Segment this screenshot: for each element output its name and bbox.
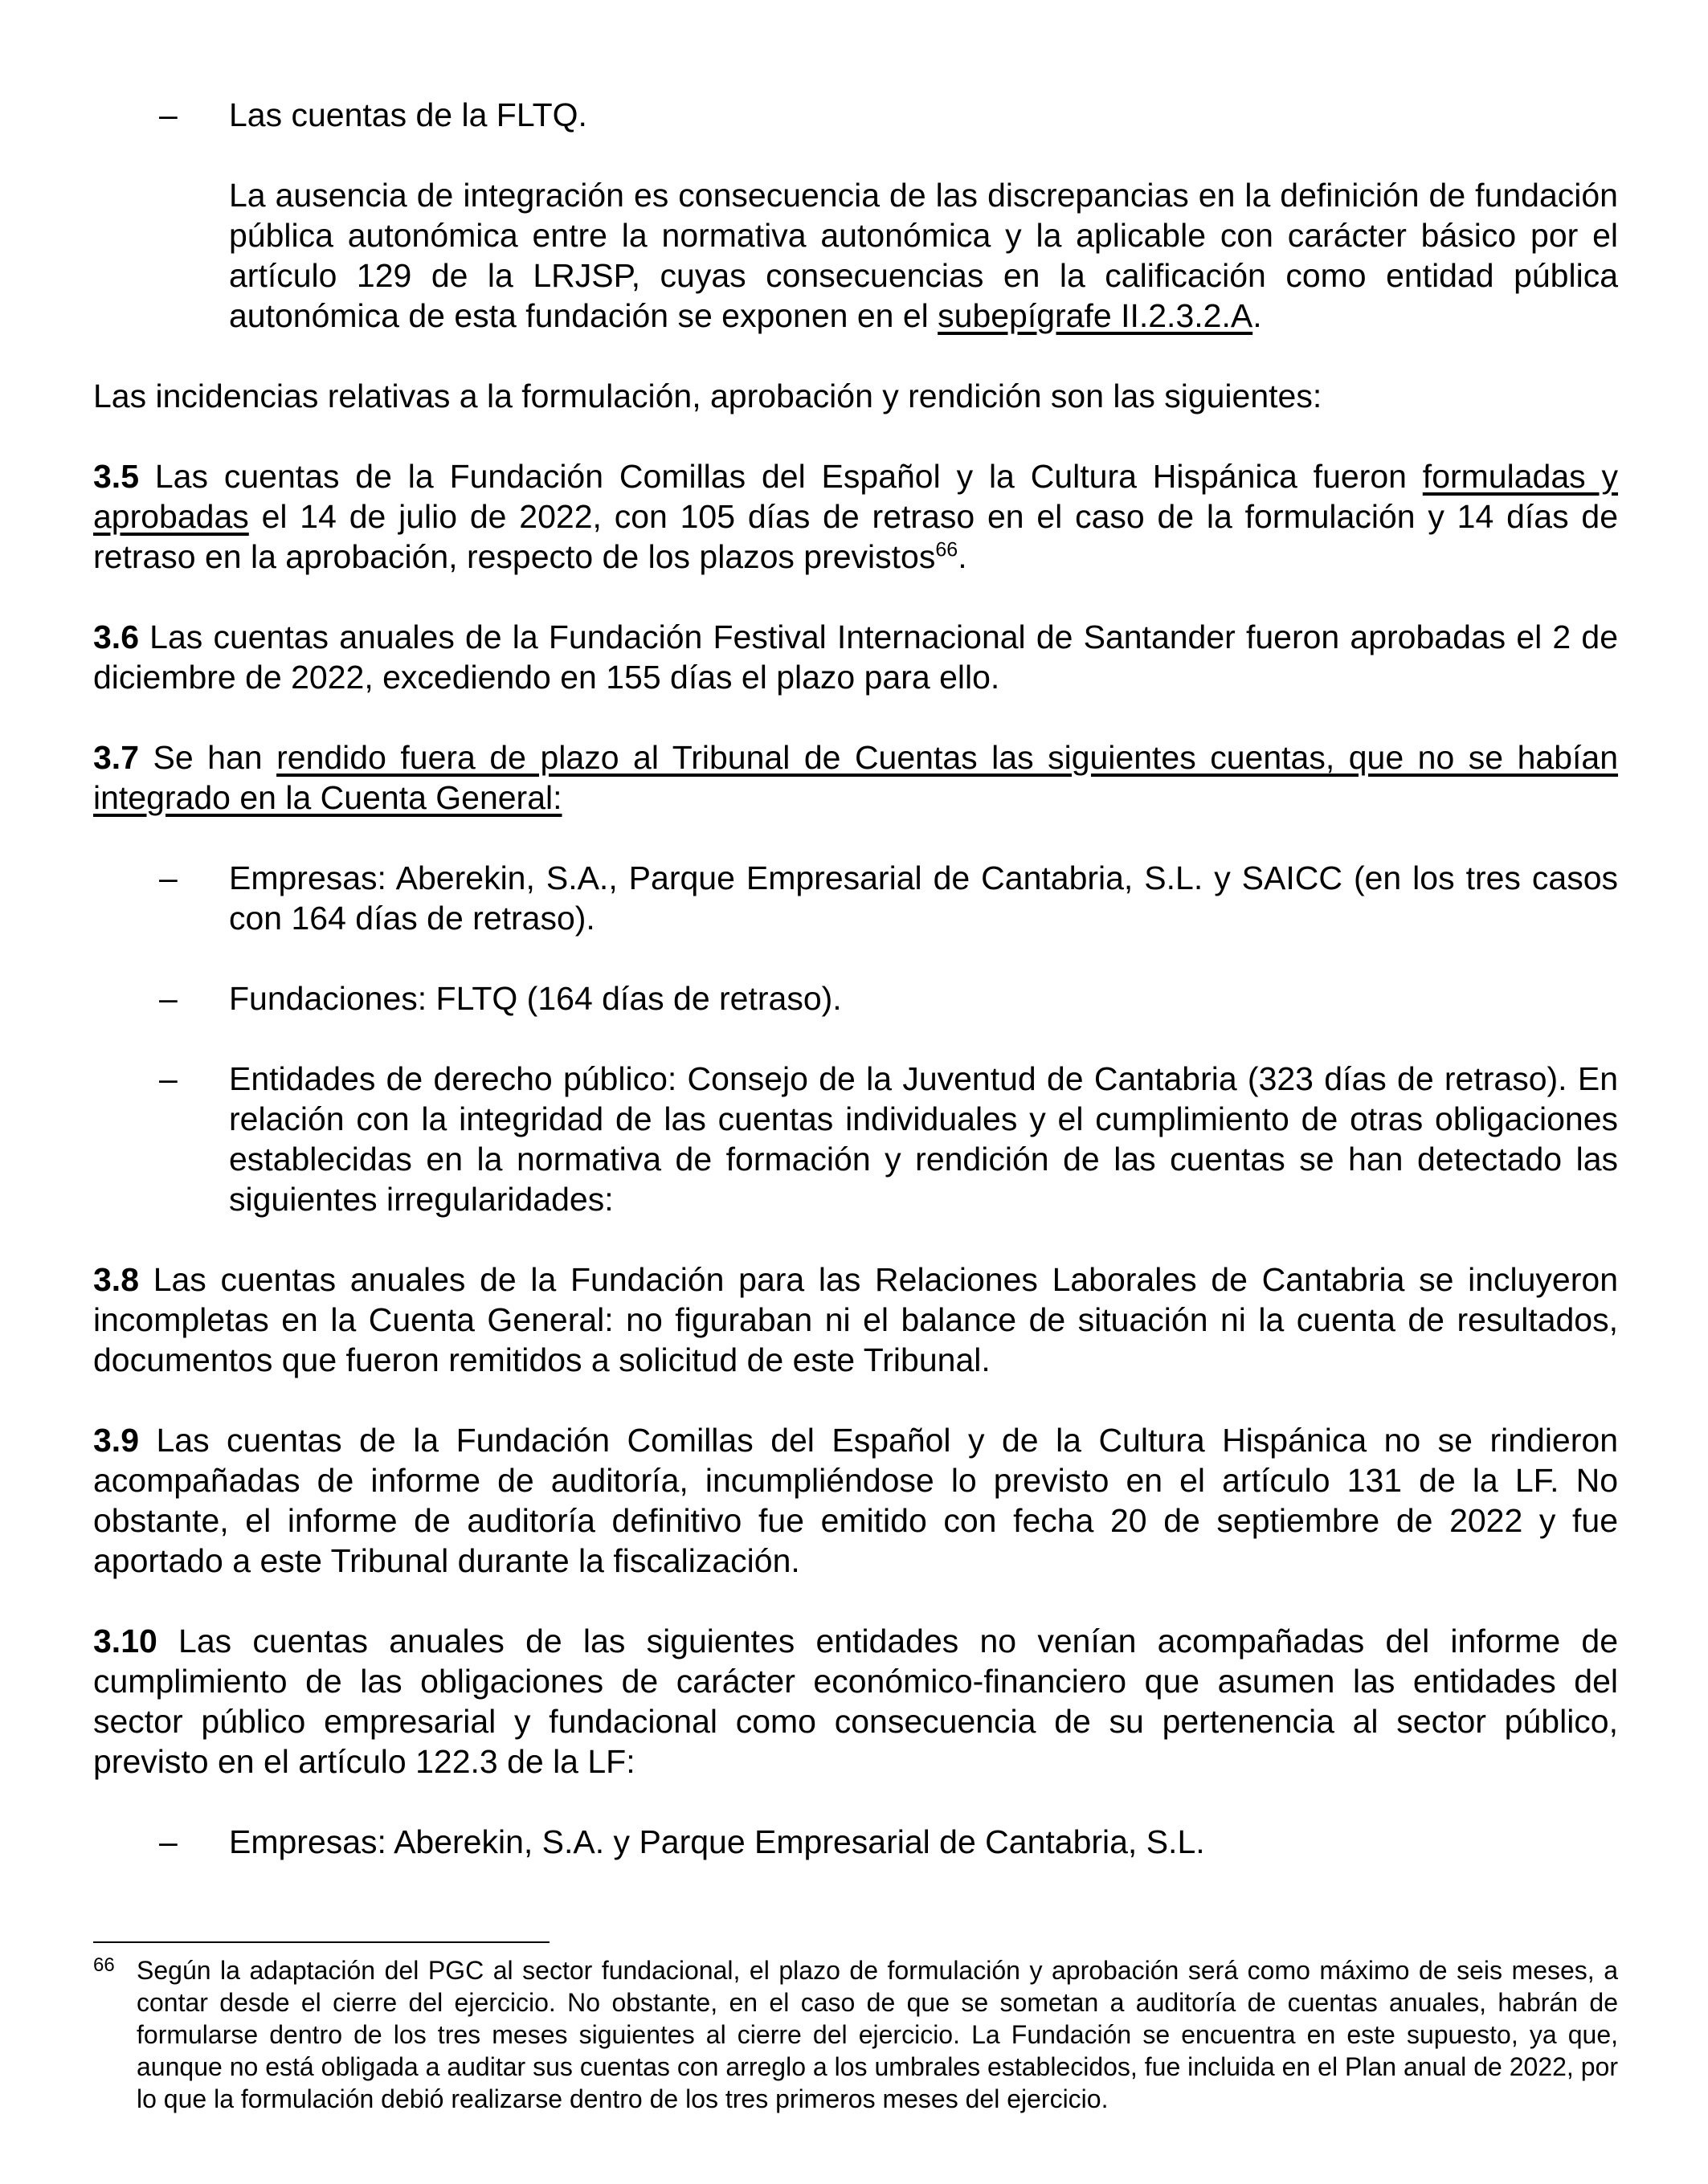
list-item-fundaciones: [93, 978, 1618, 1019]
paragraph-number: 3.7: [93, 739, 139, 776]
paragraph-3-9: [93, 1420, 1618, 1581]
paragraph-text: Se han: [139, 739, 277, 776]
paragraph-end: .: [1252, 297, 1262, 334]
paragraph-number: 3.5: [93, 458, 139, 495]
paragraph-3-8: [93, 1259, 1618, 1380]
paragraph-text: Las cuentas anuales de las siguientes entidades no venían acompañadas del informe de cumplimiento de las obligaciones de carácter económico-financiero que asumen las entidades del sector público empresarial y fundacional como consecuencia de su pertenencia al sector público, previsto en el artículo 122.3 de la LF:: [93, 1623, 1618, 1780]
document-body: [93, 95, 1618, 1902]
dash-bullet: –: [159, 1060, 178, 1097]
dash-bullet: –: [159, 1823, 178, 1860]
paragraph-3-6: [93, 617, 1618, 697]
list-item-text: Empresas: Aberekin, S.A., Parque Empresarial de Cantabria, S.L. y SAICC (en los tres casos con 164 días de retraso).: [229, 859, 1618, 937]
footnote-number: 66: [93, 1954, 115, 1976]
list-item-text: Empresas: Aberekin, S.A. y Parque Empresarial de Cantabria, S.L.: [229, 1823, 1205, 1860]
dash-bullet: –: [159, 859, 178, 896]
underlined-text: rendido fuera de plazo al Tribunal de Cuentas las siguientes cuentas, que no se habían integrado en la Cuenta General:: [93, 739, 1618, 816]
list-item-text: Entidades de derecho público: Consejo de la Juventud de Cantabria (323 días de retraso).: [229, 1060, 1567, 1097]
paragraph-number: 3.10: [93, 1623, 157, 1659]
paragraph-3-10: [93, 1621, 1618, 1782]
list-item-empresas-2: [93, 1822, 1618, 1862]
footnote-66: [93, 1954, 1618, 2115]
integration-paragraph: [93, 175, 1618, 336]
incidencias-intro: Las incidencias relativas a la formulación, aprobación y rendición son las siguientes:: [93, 378, 1322, 414]
paragraph-text: Las cuentas anuales de la Fundación para las Relaciones Laborales de Cantabria se incluyeron incompletas en la Cuenta General: no figuraban ni el balance de situación ni la cuenta de resultados, documentos que fueron remitidos a solicitud de este Tribunal.: [93, 1261, 1618, 1378]
footnote-reference[interactable]: 66: [935, 538, 958, 561]
paragraph-number: 3.8: [93, 1261, 139, 1298]
list-item-text: Fundaciones: FLTQ (164 días de retraso).: [229, 980, 842, 1017]
list-item-text: Las cuentas de la FLTQ.: [229, 96, 587, 133]
paragraph-text: Las cuentas anuales de la Fundación Festival Internacional de Santander fueron aprobadas el 2 de diciembre de 2022, excediendo en 155 días el plazo para ello.: [93, 618, 1618, 696]
paragraph-text: el 14 de julio de 2022, con 105 días de retraso en el caso de la formulación y 14 días de retraso en la aprobación, respecto de los plazos previstos: [93, 498, 1618, 575]
paragraph-number: 3.6: [93, 618, 139, 655]
paragraph-text: La ausencia de integración es consecuencia de las discrepancias en la definición de fundación pública autonómica entre la normativa autonómica y la aplicable con carácter básico por el artículo 129 de la LRJSP, cuyas consecuencias en la calificación como entidad pública autonómica de esta fundación se exponen en el: [229, 177, 1618, 334]
underlined-text: formuladas y aprobadas: [93, 458, 1618, 535]
list-item-continuation: En relación con la integridad de las cuentas individuales y el cumplimiento de otras obligaciones establecidas en la normativa de formación y rendición de las cuentas se han detectado las siguientes irregularidades:: [229, 1060, 1618, 1218]
paragraph-end: .: [958, 538, 967, 575]
paragraph-3-5: [93, 456, 1618, 577]
paragraph-number: 3.9: [93, 1422, 139, 1459]
paragraph-text: Las cuentas de la Fundación Comillas del Español y de la Cultura Hispánica no se rindieron acompañadas de informe de auditoría, incumpliéndose lo previsto en el artículo 131 de la LF. No obstante, el informe de auditoría definitivo fue emitido con fecha 20 de septiembre de 2022 y fue aportado a este Tribunal durante la fiscalización.: [93, 1422, 1618, 1579]
paragraph-3-7: [93, 737, 1618, 818]
footnote-separator: [93, 1941, 550, 1943]
subepigrafe-link[interactable]: subepígrafe II.2.3.2.A: [938, 297, 1253, 334]
list-item-empresas: [93, 858, 1618, 938]
dash-bullet: –: [159, 96, 178, 133]
dash-bullet: –: [159, 980, 178, 1017]
list-item-fltq: [93, 95, 1618, 135]
paragraph-text: Las cuentas de la Fundación Comillas del Español y la Cultura Hispánica fueron: [139, 458, 1423, 495]
footnote-text: Según la adaptación del PGC al sector fundacional, el plazo de formulación y aprobación será como máximo de seis meses, a contar desde el cierre del ejercicio. No obstante, en el caso de que se sometan a auditoría de cuentas anuales, habrán de formularse dentro de los tres meses siguientes al cierre del ejercicio. La Fundación se encuentra en este supuesto, ya que, aunque no está obligada a auditar sus cuentas con arreglo a los umbrales establecidos, fue incluida en el Plan anual de 2022, por lo que la formulación debió realizarse dentro de los tres primeros meses del ejercicio.: [137, 1956, 1618, 2113]
list-item-entidades: [93, 1059, 1618, 1219]
